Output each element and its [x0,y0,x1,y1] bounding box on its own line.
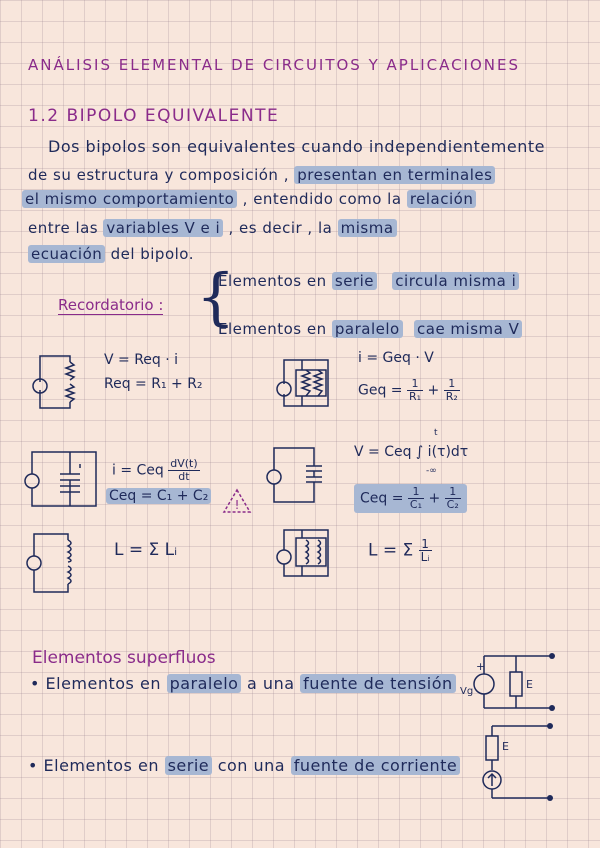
fraction [168,458,199,483]
highlight-text: misma [338,219,397,237]
paragraph-line-5 [28,245,194,263]
formula-ind-series: L = Σ Lᵢ [114,540,178,560]
superfluous-item-1 [30,674,456,693]
parallel-capacitors-circuit [22,448,102,510]
fraction [419,538,432,563]
fraction-denominator: dt [178,470,190,483]
fraction-denominator: R₁ [408,390,422,403]
formula-text: i = Ceq [112,462,164,479]
reminder-text: Elementos en [218,272,327,290]
fraction [408,486,424,511]
superfluous-heading: Elementos superfluos [32,648,216,668]
warning-mark: ! [234,498,240,512]
item-text: a una [247,674,295,693]
highlight-text: relación [407,190,477,208]
fraction-numerator: 1 [444,378,460,391]
highlight-text: serie [332,272,377,290]
page-title: ANÁLISIS ELEMENTAL DE CIRCUITOS Y APLICACIONES [28,56,521,74]
formula-cap-ser-2 [354,484,467,513]
fraction-denominator: Lᵢ [420,550,430,564]
reminder-text: Elementos en [218,320,327,338]
formula-cap-par-1 [112,458,200,483]
paragraph-line-2 [28,166,495,184]
formula-cap-par-2: Ceq = C₁ + C₂ [106,488,211,504]
highlight-text: circula misma i [392,272,519,290]
current-source-series-circuit [470,718,570,808]
fraction-denominator: R₂ [445,390,458,403]
voltage-source-parallel-circuit [456,650,566,716]
highlight-text: fuente de tensión [300,674,456,693]
paragraph-text: , es decir , la [228,219,333,237]
reminder-row-parallel [218,320,522,338]
fraction-numerator: 1 [419,538,432,551]
section-heading: 1.2 BIPOLO EQUIVALENTE [28,106,280,126]
paragraph-text: entre las [28,219,99,237]
element-e-label: E [502,740,509,753]
fraction-denominator: C₂ [446,498,459,511]
fraction-denominator: C₁ [409,498,423,511]
paragraph-line-1: Dos bipolos son equivalentes cuando independientemente [48,137,545,156]
highlight-text: serie [165,756,213,775]
paragraph-line-4 [28,219,397,237]
highlight-text: paralelo [332,320,403,338]
paragraph-line-3 [22,190,476,208]
paragraph-text: del bipolo. [110,245,194,263]
plus-label: + [476,660,486,673]
highlight-text: presentan en terminales [294,166,495,184]
item-text: • Elementos en [30,674,161,693]
highlight-text: el mismo comportamiento [22,190,237,208]
formula-cap-ser-1: V = Ceq ∫ i(τ)dτ [354,444,469,460]
formula-res-series-2: Req = R₁ + R₂ [104,376,203,392]
fraction-numerator: 1 [407,378,423,391]
formula-res-par-2 [358,378,460,403]
fraction [444,378,460,403]
item-text: • Elementos en [28,756,159,775]
reminder-row-series [218,272,519,290]
plus-sign: + [427,382,440,399]
superfluous-item-2 [28,756,460,775]
highlight-text: fuente de corriente [291,756,461,775]
warning-icon [222,488,252,514]
series-inductors-circuit [24,530,84,596]
fraction [407,378,423,403]
parallel-inductors-circuit [272,526,342,586]
series-capacitors-circuit [262,444,332,506]
highlight-text: paralelo [167,674,242,693]
reminder-label: Recordatorio : [58,296,164,314]
paragraph-text: de su estructura y composición , [28,166,289,184]
highlight-text: cae misma V [414,320,522,338]
formula-text: Ceq = [360,490,404,507]
vg-label: Vg [460,686,474,697]
fraction-numerator: 1 [408,486,424,499]
formula-res-par-1: i = Geq · V [358,350,434,366]
formula-res-series-1: V = Req · i [104,352,179,368]
brace-icon: { [196,260,236,333]
fraction [445,486,461,511]
formula-ind-par [368,538,432,563]
highlight-text: ecuación [28,245,105,263]
element-e-label: E [526,678,533,691]
integral-lower-limit: -∞ [426,466,437,476]
plus-sign: + [428,490,441,507]
formula-text: Geq = [358,382,403,399]
fraction-numerator: 1 [445,486,461,499]
integral-upper-limit: t [434,428,438,438]
fraction-numerator: dV(t) [170,457,198,470]
paragraph-text: , entendido como la [242,190,402,208]
highlight-text: variables V e i [103,219,223,237]
formula-text: L = Σ [368,540,414,561]
item-text: con una [217,756,286,775]
parallel-resistors-circuit [272,356,342,416]
series-resistors-circuit [30,352,90,412]
